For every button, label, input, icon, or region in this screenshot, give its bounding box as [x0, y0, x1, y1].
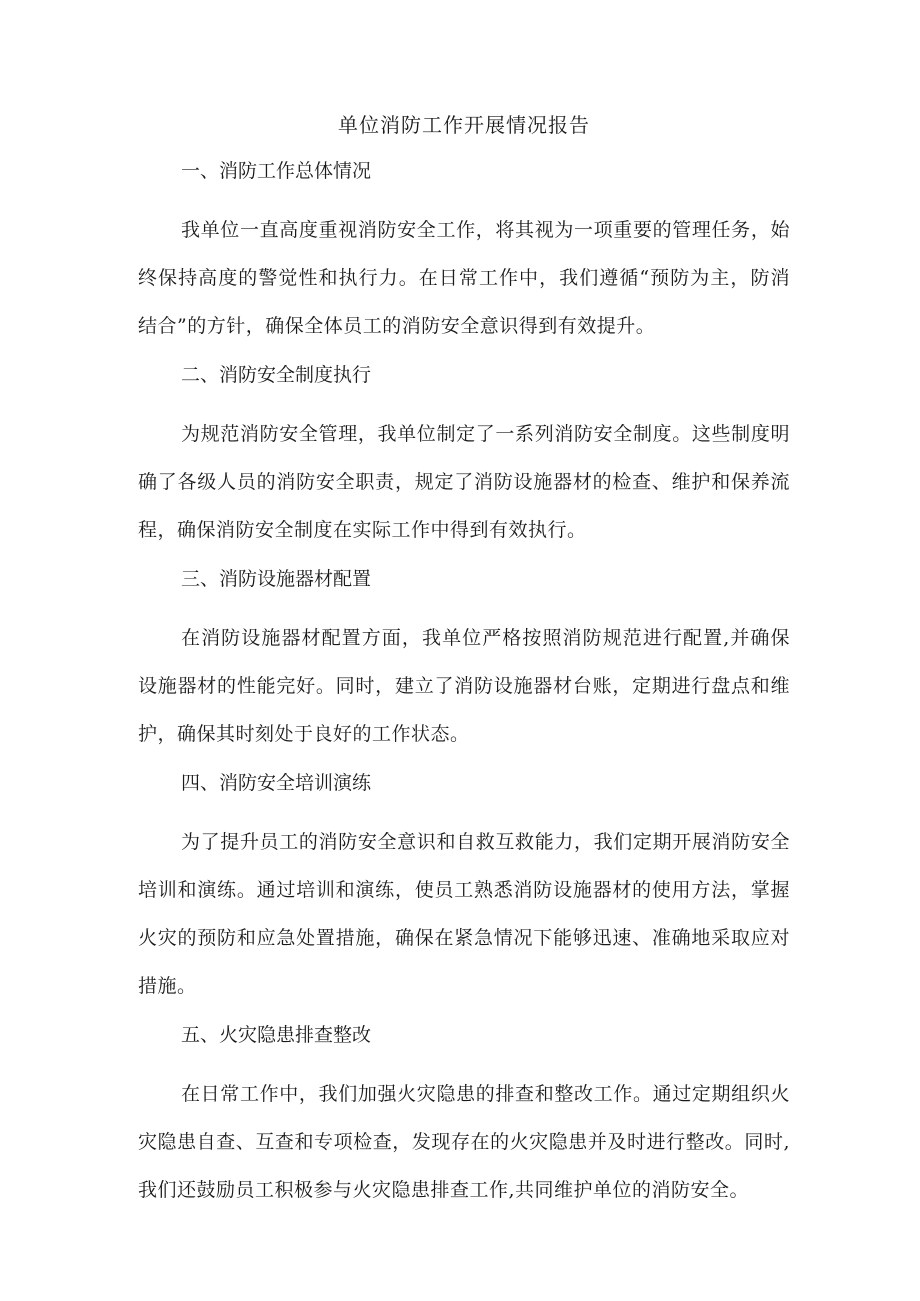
section-paragraph: 在日常工作中，我们加强火灾隐患的排查和整改工作。通过定期组织火灾隐患自查、互查和专项检查，发现存在的火灾隐患并及时进行整改。同时,我们还鼓励员工积极参与火灾隐患排查工作,共同维护单位的消防安全。 [138, 1083, 790, 1201]
section-heading: 五、火灾隐患排查整改 [181, 1024, 372, 1046]
section-3 [138, 564, 790, 758]
section-paragraph: 为了提升员工的消防安全意识和自救互救能力，我们定期开展消防安全培训和演练。通过培训和演练，使员工熟悉消防设施器材的使用方法，掌握火灾的预防和应急处置措施，确保在紧急情况下能够迅速、准确地采取应对措施。 [138, 831, 790, 997]
document-page [138, 110, 790, 1224]
document-title: 单位消防工作开展情况报告 [338, 113, 590, 137]
section-paragraph: 我单位一直高度重视消防安全工作，将其视为一项重要的管理任务，始终保持高度的警觉性和执行力。在日常工作中，我们遵循“预防为主，防消结合”的方针，确保全体员工的消防安全意识得到有效提升。 [138, 219, 790, 337]
section-heading: 四、消防安全培训演练 [181, 772, 372, 794]
section-1 [138, 156, 790, 350]
section-paragraph: 在消防设施器材配置方面，我单位严格按照消防规范进行配置,并确保设施器材的性能完好。同时，建立了消防设施器材台账，定期进行盘点和维护，确保其时刻处于良好的工作状态。 [138, 627, 790, 745]
section-4 [138, 768, 790, 1010]
section-heading: 三、消防设施器材配置 [181, 568, 372, 590]
section-5 [138, 1020, 790, 1214]
section-heading: 一、消防工作总体情况 [181, 160, 372, 182]
section-heading: 二、消防安全制度执行 [181, 364, 372, 386]
section-2 [138, 360, 790, 554]
section-paragraph: 为规范消防安全管理，我单位制定了一系列消防安全制度。这些制度明确了各级人员的消防安全职责，规定了消防设施器材的检查、维护和保养流程，确保消防安全制度在实际工作中得到有效执行。 [138, 423, 790, 541]
